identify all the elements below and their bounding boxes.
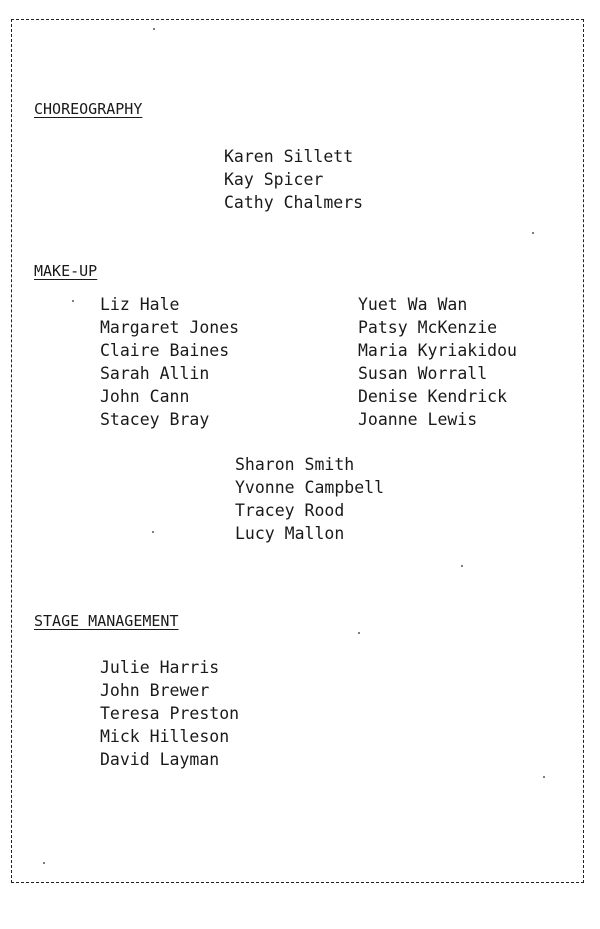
crew-name: Karen Sillett — [224, 147, 354, 166]
crew-name: Teresa Preston — [100, 704, 240, 723]
crew-name: Cathy Chalmers — [224, 193, 364, 212]
crew-name: Julie Harris — [100, 658, 220, 677]
crew-name: Margaret Jones — [100, 318, 240, 337]
choreography-heading: CHOREOGRAPHY — [34, 100, 143, 118]
makeup-heading: MAKE-UP — [34, 262, 98, 280]
crew-name: Stacey Bray — [100, 410, 210, 429]
scan-speck — [461, 565, 463, 567]
crew-name: Yuet Wa Wan — [358, 295, 468, 314]
crew-name: Kay Spicer — [224, 170, 324, 189]
crew-name: Claire Baines — [100, 341, 230, 360]
crew-name: Sharon Smith — [235, 455, 355, 474]
crew-name: Sarah Allin — [100, 364, 210, 383]
scan-speck — [152, 531, 154, 533]
crew-name: Yvonne Campbell — [235, 478, 385, 497]
scan-speck — [532, 232, 534, 234]
crew-name: Joanne Lewis — [358, 410, 478, 429]
scan-speck — [72, 300, 74, 302]
scan-speck — [43, 862, 45, 864]
crew-name: John Brewer — [100, 681, 210, 700]
crew-name: Susan Worrall — [358, 364, 488, 383]
crew-name: Denise Kendrick — [358, 387, 508, 406]
stage-management-heading: STAGE MANAGEMENT — [34, 612, 179, 630]
crew-name: John Cann — [100, 387, 190, 406]
crew-name: Maria Kyriakidou — [358, 341, 517, 360]
crew-name: Lucy Mallon — [235, 524, 345, 543]
crew-name: David Layman — [100, 750, 220, 769]
crew-name: Mick Hilleson — [100, 727, 230, 746]
crew-name: Liz Hale — [100, 295, 180, 314]
crew-name: Tracey Rood — [235, 501, 345, 520]
scan-speck — [543, 776, 545, 778]
scan-speck — [153, 28, 155, 30]
crew-name: Patsy McKenzie — [358, 318, 498, 337]
scan-speck — [358, 632, 360, 634]
